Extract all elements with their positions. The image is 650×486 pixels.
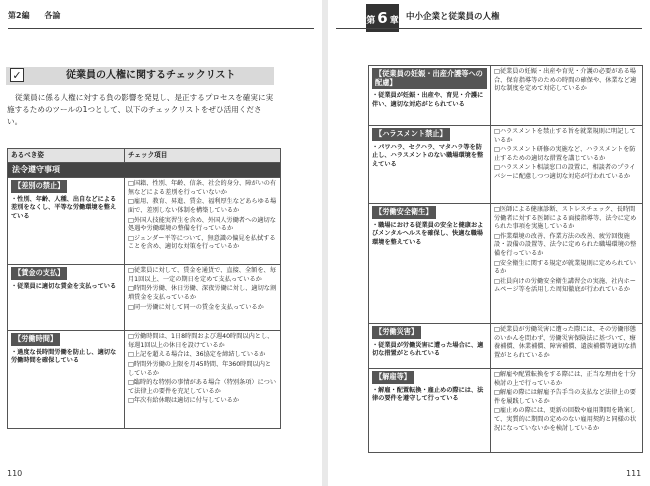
ideal-cell [8,178,125,265]
checkbox-checked-icon: ✓ [10,68,24,82]
ideal-cell [369,369,491,453]
check-cell [491,66,643,126]
check-item: □年次有給休暇は適切に付与しているか [128,397,240,405]
check-item: □上記を超える場合は、36協定を締結しているか [128,351,266,359]
category-tag: 【従業員の妊娠・出産介護等への配慮】 [372,68,487,89]
check-cell [125,265,281,331]
column-header-check: チェック項目 [125,149,281,163]
table-row [369,324,643,369]
check-item: □医師による健康診断、ストレスチェック、長時間労働者に対する医師による面接指導等、法令に定められた事項を実施しているか [494,206,637,231]
category-tag: 【労働災害】 [372,326,421,339]
check-item: □社員向けの労働安全衛生講習会の実施、社内ホームページ等を活用した周知徹底が行われているか [494,277,636,294]
checklist-table-left [7,148,281,429]
ideal-cell [369,324,491,369]
header-section: 各論 [44,11,61,20]
check-item: □同一労働に対して同一の賃金を支払っているか [128,303,264,311]
table-row [8,265,281,331]
table-header-row [8,149,281,163]
check-cell [125,331,281,429]
check-item: □外国人技能実習生を含め、外国人労働者への適切な処遇や労働環境の整備を行っているか [128,216,276,233]
chapter-number: 6 [377,9,388,27]
check-item: □従業員の妊娠・出産や育児・介護の必要がある場合、保育指導等のための時間の確保や、休業など適切な制度を定めて対応しているか [494,68,637,93]
header-rule-right [336,28,642,29]
check-item: □作業環境の改善、作業方法の改善、疲労回復施設・設備の設置等、法令に定められた職場環境の整備を行っているか [494,232,637,257]
header-part: 第2編 [8,11,30,20]
check-item: □ジェンダー平等について、無意識の偏見を払拭することを含め、適切な対策を行っているか [128,234,276,251]
check-item: □ハラスメント研修の実施など、ハラスメントを防止するための適切な措置を講じているか [494,146,636,162]
ideal-cell [369,126,491,204]
section-heading: 法令遵守事項 [8,162,281,178]
chapter-title: 中小企業と従業員の人権 [406,12,500,22]
table-row [8,331,281,429]
category-tag: 【差別の禁止】 [11,180,67,193]
chapter-badge: 第 6 章 [366,4,399,32]
category-description: ・職場における従業員の安全と健康およびメンタルヘルスを確保し、快適な職場環境を整えている [372,221,484,246]
check-item: □時間外労働の上限を月45時間、年360時間以内としているか [128,360,272,377]
check-item: □雇用、教育、昇進、賃金、福利厚生などあらゆる場面で、差別しない体制を構築しているか [128,198,277,214]
check-item: □雇止めの際には、更新の回数や雇用期間を勘案して、実質的に期間の定めのない雇用契約と同様の状況になっていないかを検討しているか [494,407,637,432]
check-item: □解雇の際には解雇予告手当の支払など法律上の要件を履践しているか [494,389,636,405]
section-heading-row [8,162,281,178]
check-item: □時間外労働、休日労働、深夜労働に対し、適切な割増賃金を支払っているか [128,285,277,301]
check-item: □従業員に対して、賃金を通貨で、直接、全額を、毎月1回以上、一定の期日を定めて支払っているか [128,267,276,283]
table-row [369,66,643,126]
check-item: □労働時間は、1日8時間および週40時間以内とし、毎週1回以上の休日を設けているか [128,333,274,349]
page-number-left: 110 [7,469,23,478]
running-header-left [8,10,72,21]
check-item: □解雇や配置転換をする際には、正当な理由を十分検討の上で行っているか [494,371,636,387]
category-description: ・過度な長時間労働を防止し、適切な労働時間を確保している [11,348,117,365]
check-item: □国籍、性別、年齢、信条、社会的身分、障がいの有無などによる差別を行っていないか [128,180,277,196]
check-item: □安全衛生に関する規定が就業規則に定められているか [494,259,636,276]
header-rule-left [8,28,314,29]
category-tag: 【労働安全衛生】 [372,206,436,219]
check-item: □従業員が労働災害に遭った際には、その労働形態のいかんを問わず、労働災害保険法に基づいて、療養補償、休業補償、障害補償、遺族補償等適切な措置がとられているか [494,326,637,359]
category-description: ・従業員が妊娠・出産や、育児・介護に伴い、適切な対応がとられている [372,92,484,108]
column-header-ideal: あるべき姿 [8,149,125,163]
ideal-cell [8,331,125,429]
check-cell [491,369,643,453]
category-description: ・従業員に適切な賃金を支払っている [11,282,117,290]
category-description: ・従業員が労働災害に遭った場合に、適切な措置がとられている [372,341,484,358]
category-tag: 【解雇等】 [372,371,414,384]
table-row [369,126,643,204]
check-cell [491,324,643,369]
table-row [369,369,643,453]
check-item: □臨時的な特別の事情がある場合（特別条項）について法律上の要件を充足しているか [128,379,277,395]
table-row [8,178,281,265]
ideal-cell [8,265,125,331]
table-row [369,204,643,324]
category-tag: 【ハラスメント禁止】 [372,128,450,141]
category-tag: 【労働時間】 [11,333,60,346]
category-description: ・パワハラ、セクハラ、マタハラ等を防止し、ハラスメントのない職場環境を整えている [372,143,484,168]
check-cell [491,204,643,324]
category-description: ・性別、年齢、人種、出自などによる差別をなくし、平等な労働環境を整えている [11,195,117,220]
checklist-title: 従業員の人権に関するチェックリスト [66,70,236,81]
category-description: ・解雇・配置転換・雇止めの際には、法律の要件を遵守して行っている [372,386,484,403]
checklist-banner [6,67,274,85]
ideal-cell [369,66,491,126]
page-number-right: 111 [626,469,642,478]
category-tag: 【賃金の支払】 [11,267,67,280]
check-item: □ハラスメントを禁止する旨を就業規則に明記しているか [494,128,636,144]
checklist-table-right [368,65,643,453]
check-cell [491,126,643,204]
ideal-cell [369,204,491,324]
check-cell [125,178,281,265]
intro-paragraph: 従業員に係る人権に対する負の影響を発見し、是正するプロセスを確実に実施するためのツールの1つとして、以下のチェックリストをぜひ活用ください。 [7,93,274,127]
check-item: □ハラスメント相談窓口の設置に、相談者のプライバシーに配慮しつつ適切な対応が行われているか [494,164,636,180]
